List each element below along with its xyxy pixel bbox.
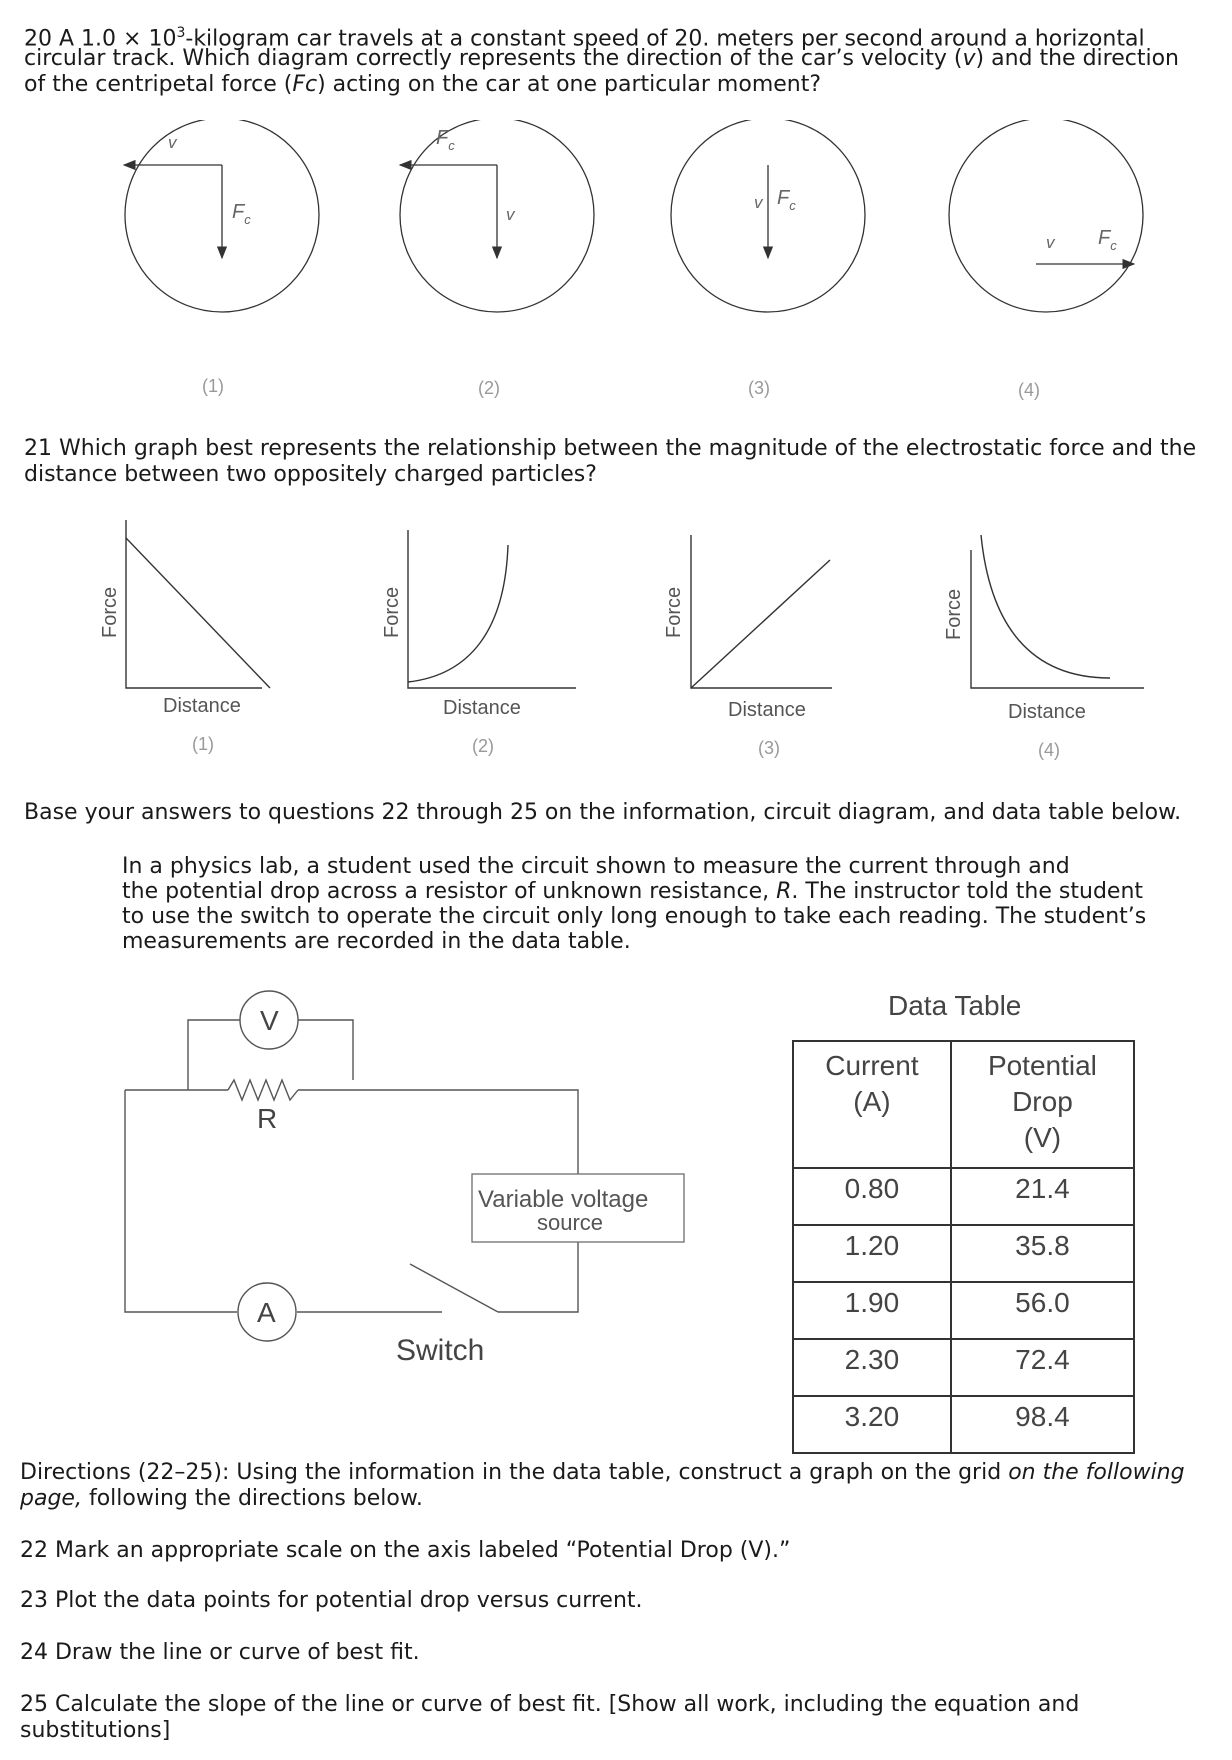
- para-line-2: [122, 879, 1146, 904]
- intro-text: Base your answers to questions 22 through 25 on the information, circuit diagram, and data table below.: [24, 800, 1182, 825]
- left-wire: [125, 1090, 237, 1312]
- source-label-line2: source: [537, 1210, 604, 1235]
- q20-d4-fc-label-main: F: [1098, 227, 1111, 249]
- table-row: [793, 1168, 1134, 1225]
- q20-d3-fc-label-sub: c: [789, 198, 796, 213]
- top-wire: [125, 1090, 578, 1174]
- col-header-potential-l1: Potential: [987, 1050, 1097, 1081]
- q22-text: 22 Mark an appropriate scale on the axis labeled “Potential Drop (V).”: [20, 1538, 791, 1563]
- col-header-current-l2: (A): [853, 1086, 891, 1117]
- directions-text-2b: following the directions below.: [81, 1486, 423, 1511]
- q20-line3a-text: of the centripetal force (: [24, 72, 293, 97]
- resistor-label: R: [257, 1103, 278, 1134]
- q20-d4-fc-label-sub: c: [1110, 238, 1117, 253]
- directions-line-1: [20, 1460, 1185, 1486]
- q20-d2-fc-label: [436, 127, 455, 153]
- q21-g1-ylabel: Force: [99, 586, 121, 638]
- para-line-2b: . The instructor told the student: [791, 879, 1144, 904]
- q21-g4-curve: [981, 535, 1110, 678]
- q21-g3-axes: [691, 535, 832, 688]
- q20-d1-fc-label: [232, 201, 251, 227]
- q21-choice-4: (4): [1038, 740, 1060, 760]
- q20-line2-text: circular track. Which diagram correctly represents the direction of the car’s velocity (: [24, 46, 963, 71]
- q21-g3-curve: [691, 560, 830, 688]
- q20-choice-3: (3): [748, 378, 770, 398]
- table-cell-current: 0.80: [793, 1168, 951, 1225]
- table-cell-potential: 56.0: [951, 1282, 1134, 1339]
- q20-d1-fc-label-sub: c: [244, 212, 251, 227]
- table-row: [793, 1225, 1134, 1282]
- table-cell-potential: 21.4: [951, 1168, 1134, 1225]
- q21-graphs: [0, 520, 1232, 770]
- para-line-4: measurements are recorded in the data table.: [122, 929, 631, 954]
- table-cell-current: 1.20: [793, 1225, 951, 1282]
- table-cell-current: 1.90: [793, 1282, 951, 1339]
- q21-g4-axes: [971, 550, 1144, 688]
- q20-d3-fc-label: [777, 187, 796, 213]
- q21-number: 21: [24, 436, 52, 461]
- q20-choice-4: (4): [1018, 380, 1040, 400]
- q21-text-1: Which graph best represents the relationship between the magnitude of the electrostatic force and the: [59, 436, 1197, 461]
- directions-text-1b: on the following: [1008, 1460, 1185, 1485]
- col-header-potential-drop: [951, 1041, 1134, 1168]
- q21-g3-xlabel: Distance: [728, 699, 806, 721]
- q20-d1-v-label: v: [168, 133, 177, 152]
- table-cell-current: 3.20: [793, 1396, 951, 1453]
- circuit-diagram: [100, 980, 800, 1370]
- q21-g4-xlabel: Distance: [1008, 701, 1086, 723]
- q20-fc-symbol: Fc: [292, 72, 318, 97]
- directions-text-1a: Directions (22–25): Using the information in the data table, construct a graph on the grid: [20, 1460, 1009, 1485]
- col-header-potential-l2: Drop: [1012, 1086, 1073, 1117]
- source-label-line1: Variable voltage: [478, 1186, 649, 1213]
- q20-d4-v-label: v: [1046, 233, 1055, 252]
- directions-text-2a: page,: [20, 1486, 82, 1511]
- q21-choice-3: (3): [758, 738, 780, 758]
- q20-line2b-text: ) and the direction: [975, 46, 1179, 71]
- q20-choice-1: (1): [202, 376, 224, 396]
- info-paragraph: [122, 854, 1146, 954]
- q25-line-1: 25 Calculate the slope of the line or curve of best fit. [Show all work, including the equation and: [20, 1692, 1080, 1717]
- directions-line-2: [20, 1486, 423, 1512]
- q21-g2-ylabel: Force: [381, 586, 403, 638]
- para-line-3: to use the switch to operate the circuit only long enough to take each reading. The student’s: [122, 904, 1147, 929]
- q21-g1-xlabel: Distance: [163, 695, 241, 717]
- col-header-current: [793, 1041, 951, 1168]
- q20-d2-v-label: v: [506, 205, 515, 224]
- table-cell-potential: 35.8: [951, 1225, 1134, 1282]
- q20-d3-v-label: v: [754, 193, 763, 212]
- table-cell-potential: 98.4: [951, 1396, 1134, 1453]
- q20-choice-2: (2): [478, 378, 500, 398]
- q21-line-1: [24, 436, 1196, 462]
- q20-line-3: [24, 72, 821, 98]
- table-cell-current: 2.30: [793, 1339, 951, 1396]
- table-row: [793, 1339, 1134, 1396]
- voltmeter-label: V: [260, 1005, 279, 1036]
- ammeter-label: A: [257, 1297, 276, 1328]
- q21-choice-2: (2): [472, 736, 494, 756]
- q20-superscript: 3: [176, 25, 186, 41]
- q20-line3b-text: ) acting on the car at one particular moment?: [317, 72, 822, 97]
- data-table: [792, 1040, 1135, 1454]
- q20-number: 20: [24, 26, 52, 52]
- para-r-symbol: R: [776, 879, 792, 904]
- col-header-potential-l3: (V): [1023, 1122, 1062, 1153]
- q20-d2-fc-label-main: F: [436, 127, 449, 149]
- resistor-zigzag: [228, 1080, 298, 1100]
- para-line-2a: the potential drop across a resistor of unknown resistance,: [122, 879, 777, 904]
- q21-choice-1: (1): [192, 734, 214, 754]
- para-line-1: In a physics lab, a student used the circuit shown to measure the current through and: [122, 854, 1070, 879]
- q21-g2-xlabel: Distance: [443, 697, 521, 719]
- q21-g1-axes: [126, 520, 262, 688]
- table-cell-potential: 72.4: [951, 1339, 1134, 1396]
- q20-line-2: [24, 46, 1179, 72]
- q20-d3-fc-label-main: F: [777, 187, 790, 209]
- q20-d2-fc-label-sub: c: [448, 138, 455, 153]
- q20-text-b: -kilogram car travels at a constant speed of 20. meters per second around a horizontal: [185, 26, 1145, 52]
- data-table-title: Data Table: [888, 990, 1022, 1021]
- switch-label: Switch: [396, 1334, 485, 1367]
- q24-text: 24 Draw the line or curve of best fit.: [20, 1640, 420, 1665]
- table-row: [793, 1282, 1134, 1339]
- q20-diagrams: [0, 120, 1232, 440]
- q20-v-symbol: v: [962, 46, 976, 71]
- q21-g2-curve: [408, 545, 508, 682]
- q21-g4-ylabel: Force: [943, 588, 965, 640]
- q20-d1-fc-label-main: F: [232, 201, 245, 223]
- switch-blade: [410, 1264, 498, 1312]
- q21-line-2: distance between two oppositely charged particles?: [24, 462, 597, 487]
- q25-line-2: substitutions]: [20, 1718, 171, 1743]
- col-header-current-l1: Current: [825, 1050, 919, 1081]
- q21-g3-ylabel: Force: [663, 586, 685, 638]
- q20-text-a: A 1.0 × 10: [59, 26, 177, 52]
- q20-d4-fc-label: [1098, 227, 1117, 253]
- table-row: [793, 1396, 1134, 1453]
- table-header-row: [793, 1041, 1134, 1168]
- q23-text: 23 Plot the data points for potential drop versus current.: [20, 1588, 643, 1613]
- q21-g1-curve: [126, 538, 270, 688]
- q21-g2-axes: [408, 530, 576, 688]
- right-wire: [498, 1242, 578, 1312]
- q20-circle-4: [949, 120, 1143, 312]
